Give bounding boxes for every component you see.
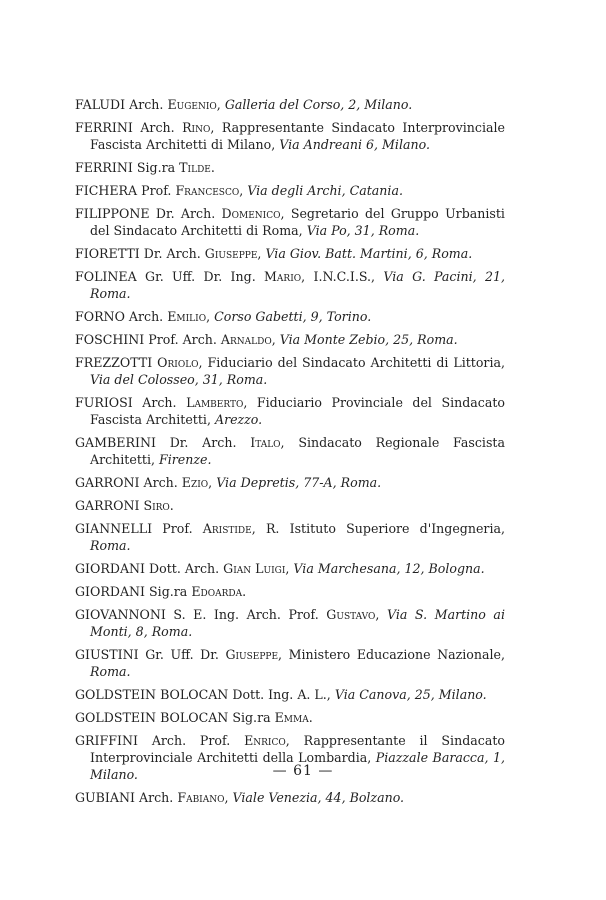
entry-surname: GIOVANNONI: [75, 607, 166, 622]
entry-affiliation: Ministero Educazione Nazionale,: [288, 647, 505, 662]
directory-entry: [75, 709, 505, 726]
entry-firstname: Giuseppe,: [204, 246, 262, 261]
entry-firstname: Eugenio,: [167, 97, 221, 112]
entry-title: Dr. Arch.: [155, 206, 216, 221]
entry-affiliation: R. Istituto Superiore d'Ingegneria,: [265, 521, 505, 536]
entry-surname: GIORDANI: [75, 561, 146, 576]
entry-address: Roma.: [90, 538, 131, 553]
entry-surname: FERRINI: [75, 120, 133, 135]
entry-firstname: A. L.,: [297, 687, 331, 702]
entry-title: Arch.: [143, 475, 178, 490]
entry-address: Via Monte Zebio, 25, Roma.: [279, 332, 458, 347]
entry-address: Corso Gabetti, 9, Torino.: [214, 309, 372, 324]
entry-firstname: Siro.: [143, 498, 174, 513]
entry-firstname: Italo,: [250, 435, 285, 450]
entry-title: Prof.: [141, 183, 172, 198]
entry-affiliation: Rappresentante il Sindacato Interprovinciale Architetti della Lombardia,: [90, 733, 505, 765]
entry-title: Dr. Arch.: [169, 435, 237, 450]
entry-firstname: Domenico,: [221, 206, 285, 221]
entry-firstname: Edoarda.: [191, 584, 247, 599]
entry-title: Arch.: [139, 790, 174, 805]
entry-firstname: Tilde.: [179, 160, 215, 175]
entry-surname: FALUDI: [75, 97, 126, 112]
directory-entry: [75, 331, 505, 348]
entry-title: Arch.: [128, 309, 164, 324]
entry-surname: FERRINI: [75, 160, 133, 175]
entry-title: Arch. Prof.: [151, 733, 231, 748]
entry-firstname: Emma.: [274, 710, 313, 725]
directory-entry: [75, 606, 505, 640]
entry-surname: GIANNELLI: [75, 521, 153, 536]
entry-title: Gr. Uff. Dr. Ing.: [145, 269, 256, 284]
entry-surname: GIORDANI: [75, 584, 146, 599]
entry-address: Piazzale Baracca, 1, Milano.: [90, 750, 505, 782]
entry-surname: FIORETTI: [75, 246, 140, 261]
directory-entry: [75, 205, 505, 239]
entry-surname: GRIFFINI: [75, 733, 138, 748]
directory-list: [75, 96, 505, 812]
entry-affiliation: I.N.C.I.S.,: [313, 269, 376, 284]
entry-title: Prof.: [162, 521, 193, 536]
directory-entry: [75, 789, 505, 806]
entry-firstname: Mario,: [264, 269, 306, 284]
directory-entry: [75, 268, 505, 302]
entry-surname: FREZZOTTI: [75, 355, 153, 370]
entry-firstname: Ezio,: [181, 475, 213, 490]
entry-title: Arch.: [140, 120, 175, 135]
entry-address: Via Giov. Batt. Martini, 6, Roma.: [265, 246, 473, 261]
entry-address: Via del Colosseo, 31, Roma.: [90, 372, 268, 387]
entry-firstname: Rino,: [182, 120, 215, 135]
directory-entry: [75, 434, 505, 468]
entry-address: Firenze.: [159, 452, 212, 467]
entry-surname: GIUSTINI: [75, 647, 139, 662]
entry-address: Viale Venezia, 44, Bolzano.: [232, 790, 405, 805]
entry-surname: GOLDSTEIN BOLOCAN: [75, 687, 229, 702]
entry-firstname: Gian Luigi,: [223, 561, 290, 576]
entry-firstname: Oriolo,: [157, 355, 203, 370]
directory-entry: [75, 354, 505, 388]
entry-surname: GUBIANI: [75, 790, 135, 805]
entry-affiliation: Sindacato Regionale Fascista Architetti,: [90, 435, 505, 467]
entry-affiliation: Fiduciario Provinciale del Sindacato Fascista Architetti,: [90, 395, 506, 427]
entry-affiliation: Fiduciario del Sindacato Architetti di Littoria,: [207, 355, 505, 370]
entry-surname: FOSCHINI: [75, 332, 145, 347]
entry-title: Dott. Arch.: [149, 561, 220, 576]
entry-firstname: Giuseppe,: [225, 647, 283, 662]
entry-firstname: Arnaldo,: [220, 332, 276, 347]
directory-entry: [75, 520, 505, 554]
directory-entry: [75, 96, 505, 113]
entry-surname: GARRONI: [75, 475, 140, 490]
entry-affiliation: Rappresentante Sindacato Interprovinciale Fascista Architetti di Milano,: [90, 120, 505, 152]
entry-address: Via Depretis, 77-A, Roma.: [216, 475, 382, 490]
entry-title: Sig.ra: [136, 160, 176, 175]
entry-title: Gr. Uff. Dr.: [145, 647, 219, 662]
directory-entry: [75, 119, 505, 153]
entry-surname: FICHERA: [75, 183, 138, 198]
directory-entry: [75, 583, 505, 600]
entry-firstname: Francesco,: [175, 183, 244, 198]
entry-address: Via degli Archi, Catania.: [247, 183, 403, 198]
directory-entry: [75, 497, 505, 514]
entry-firstname: Aristide,: [202, 521, 256, 536]
directory-entry: [75, 182, 505, 199]
entry-title: Sig.ra: [232, 710, 271, 725]
entry-address: Via Marchesana, 12, Bologna.: [293, 561, 485, 576]
directory-entry: [75, 245, 505, 262]
directory-entry: [75, 308, 505, 325]
entry-title: Sig.ra: [149, 584, 188, 599]
entry-address: Galleria del Corso, 2, Milano.: [224, 97, 413, 112]
entry-title: Arch.: [129, 97, 164, 112]
entry-title: Dott. Ing.: [232, 687, 294, 702]
directory-entry: [75, 646, 505, 680]
entry-address: Arezzo.: [214, 412, 263, 427]
entry-surname: FOLINEA: [75, 269, 137, 284]
entry-surname: GOLDSTEIN BOLOCAN: [75, 710, 229, 725]
directory-entry: [75, 394, 505, 428]
entry-firstname: Enrico,: [244, 733, 290, 748]
directory-entry: [75, 560, 505, 577]
entry-address: Via Po, 31, Roma.: [306, 223, 420, 238]
entry-title: S. E. Ing. Arch. Prof.: [173, 607, 319, 622]
entry-address: Roma.: [90, 664, 131, 679]
entry-address: Via S. Martino ai Monti, 8, Roma.: [90, 607, 505, 639]
entry-title: Prof. Arch.: [148, 332, 217, 347]
entry-firstname: Fabiano,: [177, 790, 229, 805]
directory-entry: [75, 159, 505, 176]
entry-title: Arch.: [142, 395, 177, 410]
entry-surname: FILIPPONE: [75, 206, 150, 221]
entry-surname: GAMBERINI: [75, 435, 156, 450]
entry-address: Via Andreani 6, Milano.: [279, 137, 430, 152]
directory-entry: [75, 474, 505, 491]
entry-address: Via Canova, 25, Milano.: [334, 687, 487, 702]
entry-firstname: Lamberto,: [186, 395, 248, 410]
entry-title: Dr. Arch.: [143, 246, 201, 261]
entry-surname: FORNO: [75, 309, 125, 324]
entry-surname: GARRONI: [75, 498, 140, 513]
directory-entry: [75, 686, 505, 703]
page-number: — 61 —: [272, 763, 334, 779]
entry-firstname: Emilio,: [167, 309, 211, 324]
entry-affiliation: Segretario del Gruppo Urbanisti del Sindacato Architetti di Roma,: [90, 206, 505, 238]
entry-address: Via G. Pacini, 21, Roma.: [90, 269, 505, 301]
entry-firstname: Gustavo,: [326, 607, 380, 622]
entry-surname: FURIOSI: [75, 395, 133, 410]
